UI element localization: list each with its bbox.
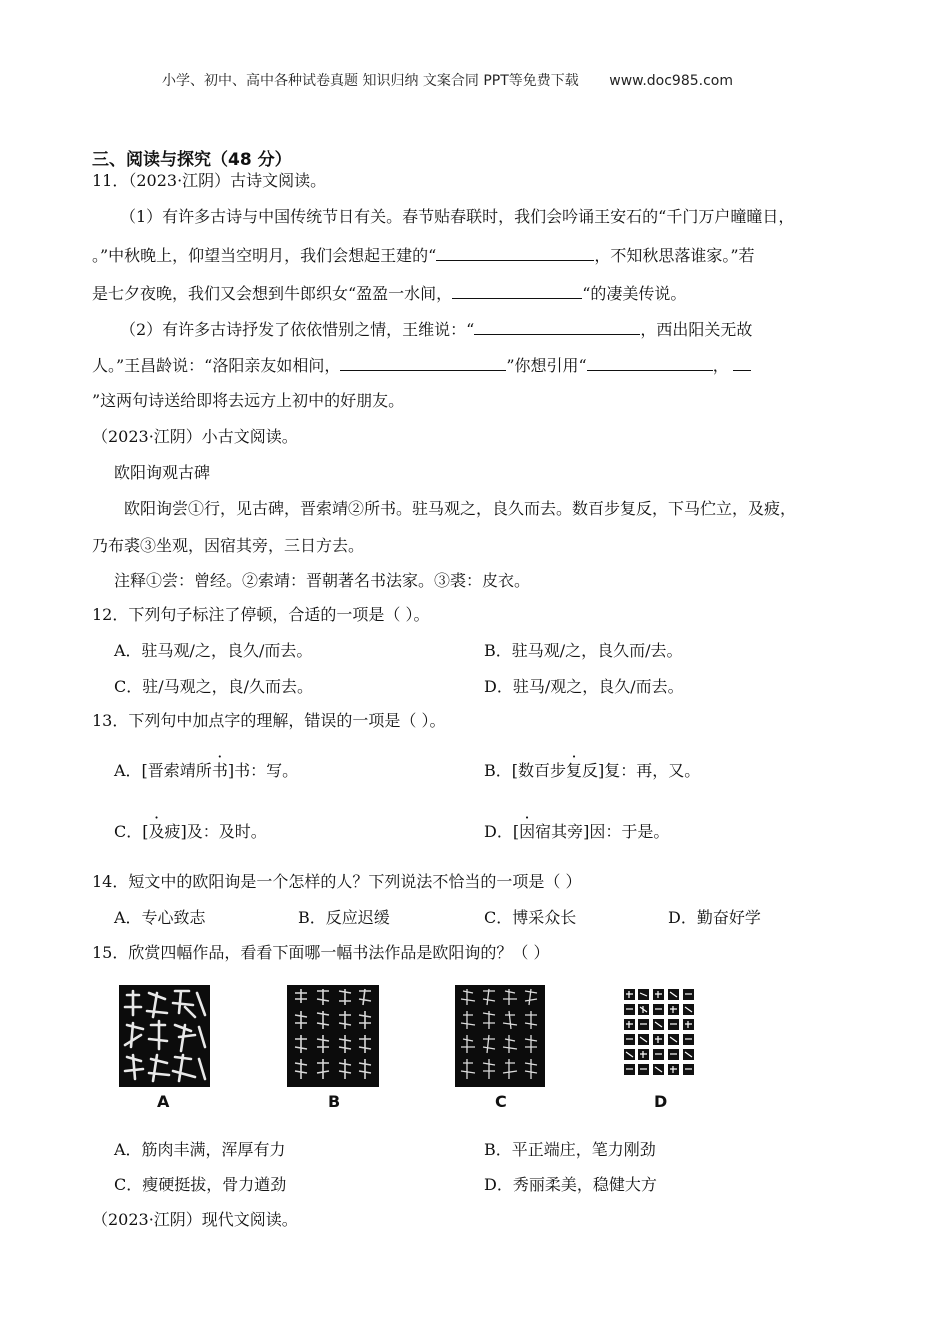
q14-option-a[interactable]: A．专心致志 xyxy=(114,908,206,927)
q11-p1-line3-b: “的凄美传说。 xyxy=(582,284,687,303)
blank-4[interactable] xyxy=(340,354,506,371)
q11-p2-line3: ”这两句诗送给即将去远方上初中的好朋友。 xyxy=(92,391,405,410)
calligraphy-strokes-b xyxy=(287,985,379,1087)
blank-3[interactable] xyxy=(474,318,640,335)
q14-stem: 14．短文中的欧阳询是一个怎样的人？下列说法不恰当的一项是（ ） xyxy=(92,872,582,891)
q13-a-dotted-char: 书 xyxy=(211,761,228,780)
header-text: 小学、初中、高中各种试卷真题 知识归纳 文案合同 PPT等免费下载 xyxy=(162,73,579,89)
q12-stem: 12．下列句子标注了停顿，合适的一项是（ ）。 xyxy=(92,605,430,624)
q13-b-dotted-char: 复 xyxy=(566,761,583,780)
q11-p2-line2-a: 人。”王昌龄说：“洛阳亲友如相问， xyxy=(92,356,341,375)
image-label-d: D xyxy=(654,1092,668,1111)
q11-p2-line1-b: ，西出阳关无故 xyxy=(640,320,753,339)
calligraphy-image-c[interactable] xyxy=(455,985,545,1087)
q11-p2-line1 xyxy=(120,318,752,341)
classical-line2: 乃布裘③坐观，因宿其旁，三日方去。 xyxy=(92,536,365,555)
q14-option-d[interactable]: D．勤奋好学 xyxy=(668,908,761,927)
blank-6[interactable] xyxy=(733,354,751,371)
q11-p1-line1: （1）有许多古诗与中国传统节日有关。春节贴春联时，我们会吟诵王安石的“千门万户曈曈日， xyxy=(120,207,795,226)
q13-option-b[interactable] xyxy=(484,760,700,782)
q15-option-b[interactable]: B．平正端庄，笔力刚劲 xyxy=(484,1140,656,1159)
q13-b-pre: B．[数百步 xyxy=(484,761,567,780)
blank-5[interactable] xyxy=(587,354,713,371)
section-title: 三、阅读与探究（48 分） xyxy=(92,150,292,170)
q11-p1-line2-b: ，不知秋思落谁家。”若 xyxy=(594,246,755,265)
q12-option-a[interactable]: A．驻马观/之，良久/而去。 xyxy=(114,641,313,660)
q13-c-dotted-char: 及 xyxy=(148,822,165,841)
q15-option-d[interactable]: D．秀丽柔美，稳健大方 xyxy=(484,1175,657,1194)
q11-p2-line1-a: （2）有许多古诗抒发了依依惜别之情，王维说：“ xyxy=(120,320,475,339)
calligraphy-strokes-a xyxy=(119,985,210,1087)
image-label-a: A xyxy=(157,1092,170,1111)
q13-option-a[interactable] xyxy=(114,760,298,782)
q13-b-post: 反]复：再，又。 xyxy=(582,761,701,780)
page-header xyxy=(162,70,733,90)
q12-option-b[interactable]: B．驻马观/之，良久而/去。 xyxy=(484,641,683,660)
q13-c-post: 疲]及：及时。 xyxy=(164,822,267,841)
q11-p1-line3 xyxy=(92,282,686,305)
q11-p2-line2 xyxy=(92,354,751,377)
header-site-link[interactable]: www.doc985.com xyxy=(609,73,733,89)
q13-d-dotted-char: 因 xyxy=(519,822,536,841)
blank-1[interactable] xyxy=(436,244,594,261)
q14-option-b[interactable]: B．反应迟缓 xyxy=(298,908,390,927)
q11-heading: 11．（2023·江阴）古诗文阅读。 xyxy=(92,171,327,190)
classical-heading: （2023·江阴）小古文阅读。 xyxy=(92,427,298,446)
modern-heading: （2023·江阴）现代文阅读。 xyxy=(92,1210,298,1229)
classical-note: 注释①尝：曾经。②索靖：晋朝著名书法家。③裘：皮衣。 xyxy=(114,571,531,590)
q13-a-post: ]书：写。 xyxy=(227,761,299,780)
q12-option-d[interactable]: D．驻马/观之，良久/而去。 xyxy=(484,677,684,696)
q11-p1-line2 xyxy=(92,244,755,267)
q13-stem: 13．下列句中加点字的理解，错误的一项是（ ）。 xyxy=(92,711,446,730)
q13-d-pre: D．[ xyxy=(484,822,520,841)
q11-p2-line2-b: ”你想引用“ xyxy=(506,356,587,375)
q13-a-pre: A．[晋索靖所 xyxy=(114,761,212,780)
q13-d-post: 宿其旁]因：于是。 xyxy=(535,822,670,841)
q13-c-pre: C．[ xyxy=(114,822,149,841)
calligraphy-image-b[interactable] xyxy=(287,985,379,1087)
q13-option-c[interactable] xyxy=(114,821,267,843)
q11-p1-line3-a: 是七夕夜晚，我们又会想到牛郎织女“盈盈一水间， xyxy=(92,284,453,303)
calligraphy-strokes-c xyxy=(455,985,545,1087)
q15-option-c[interactable]: C．瘦硬挺拔，骨力遒劲 xyxy=(114,1175,287,1194)
calligraphy-image-d[interactable] xyxy=(622,985,698,1087)
calligraphy-strokes-d xyxy=(622,985,698,1087)
q12-option-c[interactable]: C．驻/马观之，良/久而去。 xyxy=(114,677,314,696)
q15-option-a[interactable]: A．筋肉丰满，浑厚有力 xyxy=(114,1140,286,1159)
q11-p2-line2-c: ， xyxy=(712,356,729,375)
blank-2[interactable] xyxy=(452,282,582,299)
q13-option-d[interactable] xyxy=(484,821,669,843)
classical-title: 欧阳询观古碑 xyxy=(114,463,211,482)
q11-p1-line2-a: 。”中秋晚上，仰望当空明月，我们会想起王建的“ xyxy=(92,246,437,265)
image-label-b: B xyxy=(328,1092,341,1111)
calligraphy-image-a[interactable] xyxy=(119,985,210,1087)
q14-option-c[interactable]: C．博采众长 xyxy=(484,908,577,927)
q15-stem: 15．欣赏四幅作品，看看下面哪一幅书法作品是欧阳询的？（ ） xyxy=(92,943,550,962)
classical-line1: 欧阳询尝①行，见古碑，晋索靖②所书。驻马观之，良久而去。数百步复反，下马伫立，及疲， xyxy=(124,499,797,518)
image-label-c: C xyxy=(495,1092,507,1111)
